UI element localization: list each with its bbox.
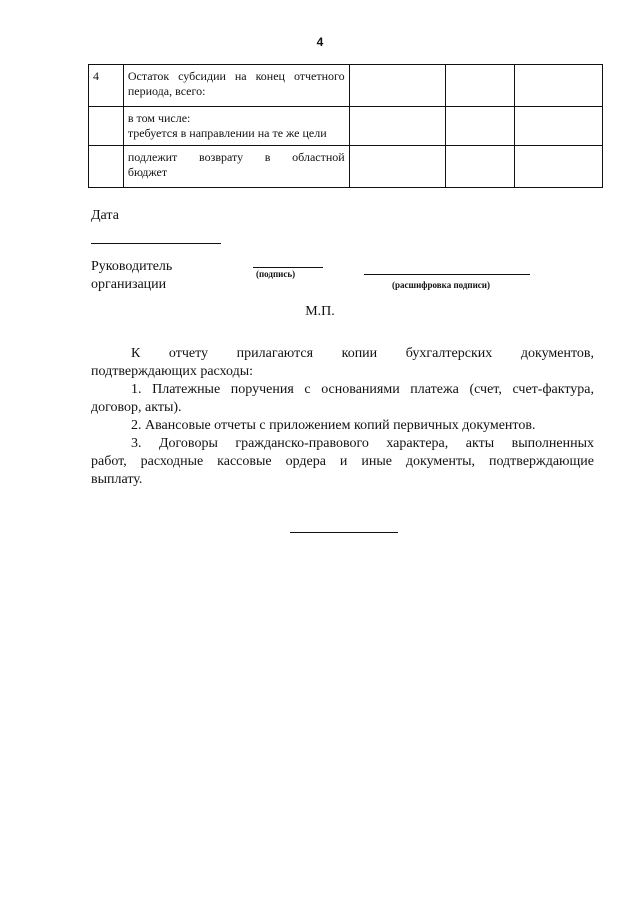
value-cell (349, 107, 445, 146)
row-name-line: требуется в направлении на те же цели (127, 126, 327, 140)
value-cell (446, 146, 515, 188)
stamp-label: М.П. (305, 304, 335, 319)
row-name-line: в том числе: (127, 111, 191, 125)
text-line: 2. Авансовые отчеты с приложением копий первичных документов. (131, 418, 536, 433)
row-number-cell (89, 146, 124, 188)
value-cell (514, 146, 602, 188)
text-line: 1. Платежные поручения с основаниями платежа (счет, счет-фактура, (131, 382, 594, 397)
decryption-line (364, 274, 530, 275)
page-number: 4 (316, 35, 324, 49)
report-table (88, 64, 603, 188)
row-name-cell (123, 107, 349, 146)
row-number-cell: 4 (89, 65, 124, 107)
table-row (89, 146, 603, 188)
value-cell (349, 65, 445, 107)
value-cell (446, 65, 515, 107)
decryption-caption: (расшифровка подписи) (392, 280, 490, 290)
value-cell (349, 146, 445, 188)
signature-caption: (подпись) (256, 269, 296, 279)
row-name-line: Остаток субсидии на конец отчетного (127, 69, 345, 83)
value-cell (446, 107, 515, 146)
text-line: договор, акты). (91, 400, 182, 415)
text-line: подтверждающих расходы: (91, 364, 254, 379)
attachments-intro (91, 345, 594, 381)
attachment-item-1 (91, 381, 594, 417)
row-name-cell (123, 146, 349, 188)
signature-line (253, 267, 323, 268)
row-name-line: периода, всего: (127, 84, 206, 98)
text-line: выплату. (91, 472, 143, 487)
attachment-item-3 (91, 435, 594, 489)
row-name-line: бюджет (127, 165, 168, 179)
text-line: работ, расходные кассовые ордера и иные документы, подтверждающие (91, 454, 594, 469)
row-name-cell (123, 65, 349, 107)
text-line: К отчету прилагаются копии бухгалтерских документов, (131, 346, 594, 361)
table-row (89, 107, 603, 146)
value-cell (514, 65, 602, 107)
date-label: Дата (91, 208, 119, 223)
row-number-cell (89, 107, 124, 146)
text-line: 3. Договоры гражданско-правового характера, акты выполненных (131, 436, 594, 451)
table-row (89, 65, 603, 107)
date-line (91, 243, 221, 244)
value-cell (514, 107, 602, 146)
organization-label: организации (91, 277, 167, 292)
row-name-line: подлежит возврату в областной (127, 150, 345, 164)
end-rule (290, 532, 398, 533)
attachment-item-2 (91, 417, 594, 435)
head-label: Руководитель (91, 259, 173, 274)
